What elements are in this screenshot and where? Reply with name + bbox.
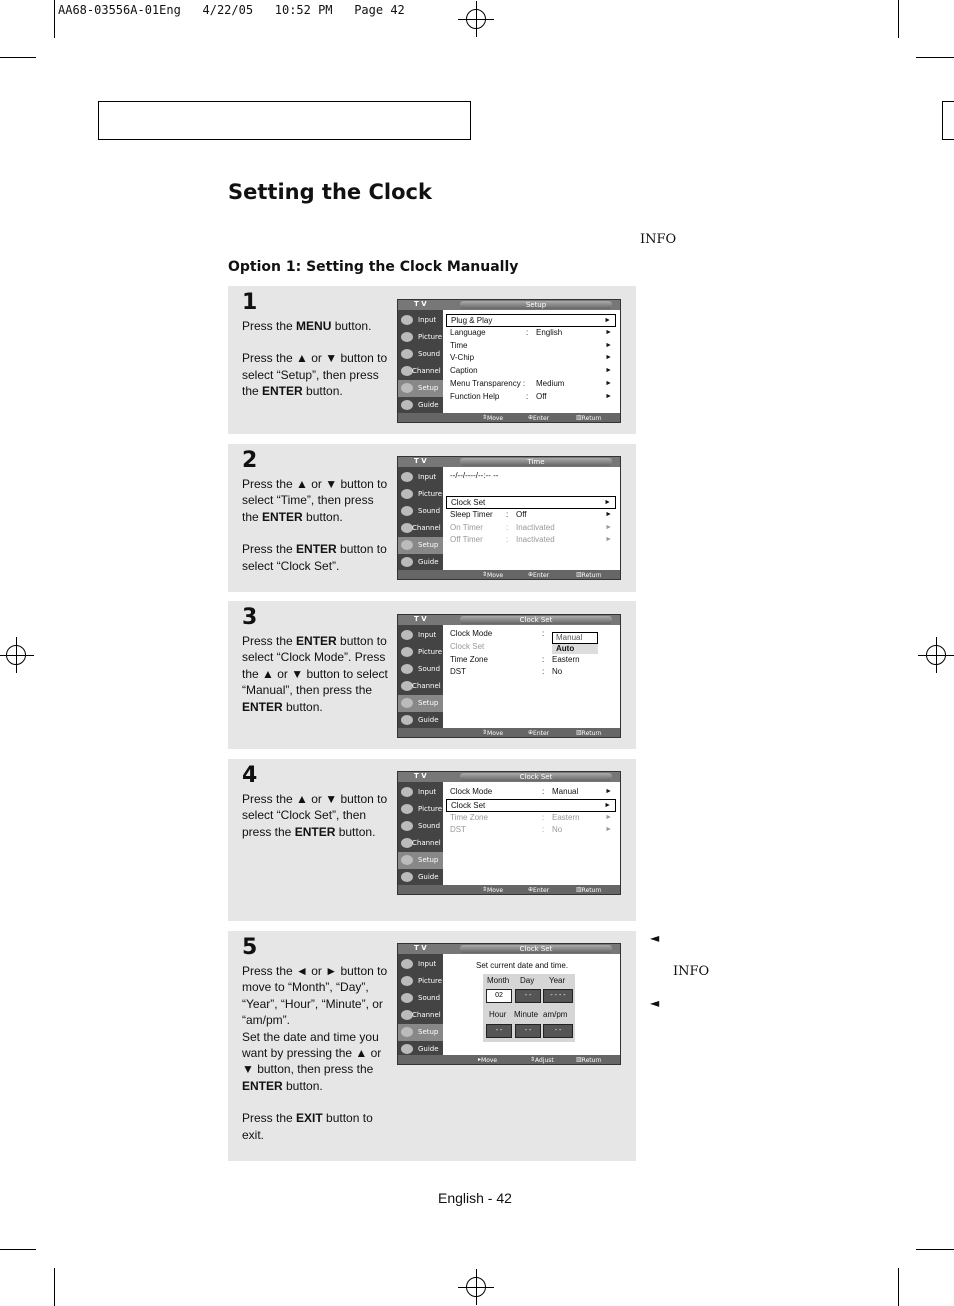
registration-mark-icon: [458, 1269, 494, 1305]
clock-mode-dropdown: Manual Auto: [552, 632, 598, 654]
menu-row: Clock Set ►: [446, 799, 616, 812]
chapter-tab: [942, 101, 954, 140]
crop-mark: [916, 1249, 954, 1250]
header-box: [98, 101, 471, 140]
crop-mark: [898, 0, 899, 38]
setup-icon: [401, 1027, 413, 1037]
menu-row: Clock Mode : Manual ►: [450, 787, 612, 796]
picture-icon: [401, 804, 413, 814]
step-panel-5: [228, 931, 636, 1161]
menu-row: Time Zone : Eastern: [450, 654, 580, 664]
setup-icon: [401, 855, 413, 865]
step-panel-2: [228, 444, 636, 592]
minute-field[interactable]: - -: [515, 1024, 541, 1038]
crop-mark: [0, 1249, 36, 1250]
section-subtitle: Option 1: Setting the Clock Manually: [228, 259, 519, 275]
info-label: INFO: [673, 964, 710, 979]
crop-mark: [916, 57, 954, 58]
menu-row: Off Timer : Inactivated ►: [450, 535, 612, 545]
guide-icon: [401, 1044, 413, 1054]
menu-row: V-Chip ►: [450, 353, 612, 363]
input-icon: [401, 959, 413, 969]
tv-screen-clock-set-date: T V Clock Set Input Picture Sound Channel Setup Guide Set current date and time. Month Day Year 02 - - - - - - Hour Minute am/pm - - - - - - ▸ Move ⇕ Adjust ▥ Return: [397, 943, 621, 1065]
date-time-grid: Month Day Year 02 - - - - - - Hour Minute am/pm - - - - - -: [483, 974, 575, 1042]
screen-footer: ⇕ Move ⊕ Enter ▥ Return: [398, 413, 620, 422]
menu-row: Caption ►: [450, 366, 612, 376]
step-number: 1: [242, 290, 258, 315]
crop-mark: [54, 1268, 55, 1306]
step-panel-4: [228, 759, 636, 921]
tv-screen-clock-set: T V Clock Set Input Picture Sound Channel Setup Guide Clock Mode : Manual ► Clock Set ► Time Zone : Eastern ► DST : No ► ⇕ Move ⊕ Enter ▥ Return: [397, 771, 621, 895]
left-arrow-icon: ◄: [650, 931, 660, 945]
date-time-heading: Set current date and time.: [476, 961, 569, 970]
crop-mark: [0, 57, 36, 58]
page-title: Setting the Clock: [228, 180, 432, 204]
sound-icon: [401, 349, 413, 359]
sound-icon: [401, 993, 413, 1003]
sound-icon: [401, 821, 413, 831]
menu-row: Language : English ►: [450, 327, 612, 337]
tv-screen-setup: T V Setup Input Picture Sound Channel Setup Guide Plug & Play ► Language : English ► Time ► V-Chip ► Caption ► Menu Transparency : Medium ► Function Help : Off ► ⇕ Move ⊕ Enter ▥ Return: [397, 299, 621, 423]
picture-icon: [401, 332, 413, 342]
step-number: 3: [242, 605, 258, 630]
setup-icon: [401, 540, 413, 550]
registration-mark-icon: [458, 1, 494, 37]
guide-icon: [401, 715, 413, 725]
picture-icon: [401, 647, 413, 657]
tv-screen-time: T V Time Input Picture Sound Channel Setup Guide --/--/----/--:-- -- Clock Set ► Sleep Timer : Off ► On Timer : Inactivated ► Off Timer : Inactivated ► ⇕ Move ⊕ Enter ▥ Return: [397, 456, 621, 580]
setup-icon: [401, 383, 413, 393]
picture-icon: [401, 976, 413, 986]
ampm-field[interactable]: - -: [543, 1024, 573, 1038]
screen-title: Setup: [460, 301, 612, 309]
menu-row: Sleep Timer : Off ►: [450, 509, 612, 519]
tv-screen-clock-set: T V Clock Set Input Picture Sound Channel Setup Guide Clock Mode : Clock Set Time Zone : Eastern DST : No Manual Auto ⇕ Move ⊕ Enter ▥ Return: [397, 614, 621, 738]
menu-row: Clock Set: [450, 641, 485, 651]
menu-row: DST : No: [450, 667, 563, 677]
step-panel-1: [228, 286, 636, 434]
setup-icon: [401, 698, 413, 708]
menu-row: Clock Set ►: [446, 496, 616, 509]
step-number: 4: [242, 763, 258, 788]
hour-field[interactable]: - -: [486, 1024, 512, 1038]
menu-row: DST : No ►: [450, 825, 612, 835]
input-icon: [401, 630, 413, 640]
guide-icon: [401, 557, 413, 567]
step-number: 2: [242, 448, 258, 473]
picture-icon: [401, 489, 413, 499]
sound-icon: [401, 506, 413, 516]
guide-icon: [401, 872, 413, 882]
crop-mark: [54, 0, 55, 38]
menu-row: Time ►: [450, 340, 612, 350]
registration-mark-icon: [0, 637, 34, 673]
step-instructions: Press the ▲ or ▼ button to select “Clock Set”, then press the ENTER button.: [242, 792, 388, 839]
screen-sidebar: Input Picture Sound Channel Setup Guide: [398, 310, 443, 413]
registration-mark-icon: [918, 637, 954, 673]
step-instructions: Press the ENTER button to select “Clock Mode”. Press the ▲ or ▼ button to select “Manual”, then press the ENTER button.: [242, 634, 388, 714]
crop-mark: [898, 1268, 899, 1306]
sound-icon: [401, 664, 413, 674]
time-display: --/--/----/--:-- --: [450, 471, 499, 480]
input-icon: [401, 787, 413, 797]
step-instructions: Press the ◄ or ► button to move to “Month”, “Day”, “Year”, “Hour”, “Minute”, or “am/pm”. Set the date and time you want by pressing the ▲ or ▼ button, then press the ENTER button. Press the EXIT button to exit.: [242, 964, 388, 1142]
menu-row: On Timer : Inactivated ►: [450, 522, 612, 532]
month-field[interactable]: 02: [486, 989, 512, 1003]
input-icon: [401, 472, 413, 482]
print-slug: AA68-03556A-01Eng 4/22/05 10:52 PM Page 42: [58, 3, 405, 17]
year-field[interactable]: - - - -: [543, 989, 573, 1003]
step-panel-3: [228, 601, 636, 749]
menu-row: Plug & Play ►: [446, 314, 616, 327]
menu-row: Menu Transparency : Medium ►: [450, 378, 612, 388]
info-label: INFO: [640, 232, 677, 247]
left-arrow-icon: ◄: [650, 996, 660, 1010]
menu-row: Function Help : Off ►: [450, 391, 612, 401]
step-number: 5: [242, 935, 258, 960]
guide-icon: [401, 400, 413, 410]
input-icon: [401, 315, 413, 325]
menu-row: Time Zone : Eastern ►: [450, 812, 612, 822]
menu-row: Clock Mode :: [450, 629, 545, 638]
step-instructions: Press the MENU button. Press the ▲ or ▼ button to select “Setup”, then press the ENTER button.: [242, 319, 388, 399]
page-footer: English - 42: [438, 1190, 512, 1206]
step-instructions: Press the ▲ or ▼ button to select “Time”, then press the ENTER button. Press the ENTER button to select “Clock Set”.: [242, 477, 388, 573]
day-field[interactable]: - -: [515, 989, 541, 1003]
